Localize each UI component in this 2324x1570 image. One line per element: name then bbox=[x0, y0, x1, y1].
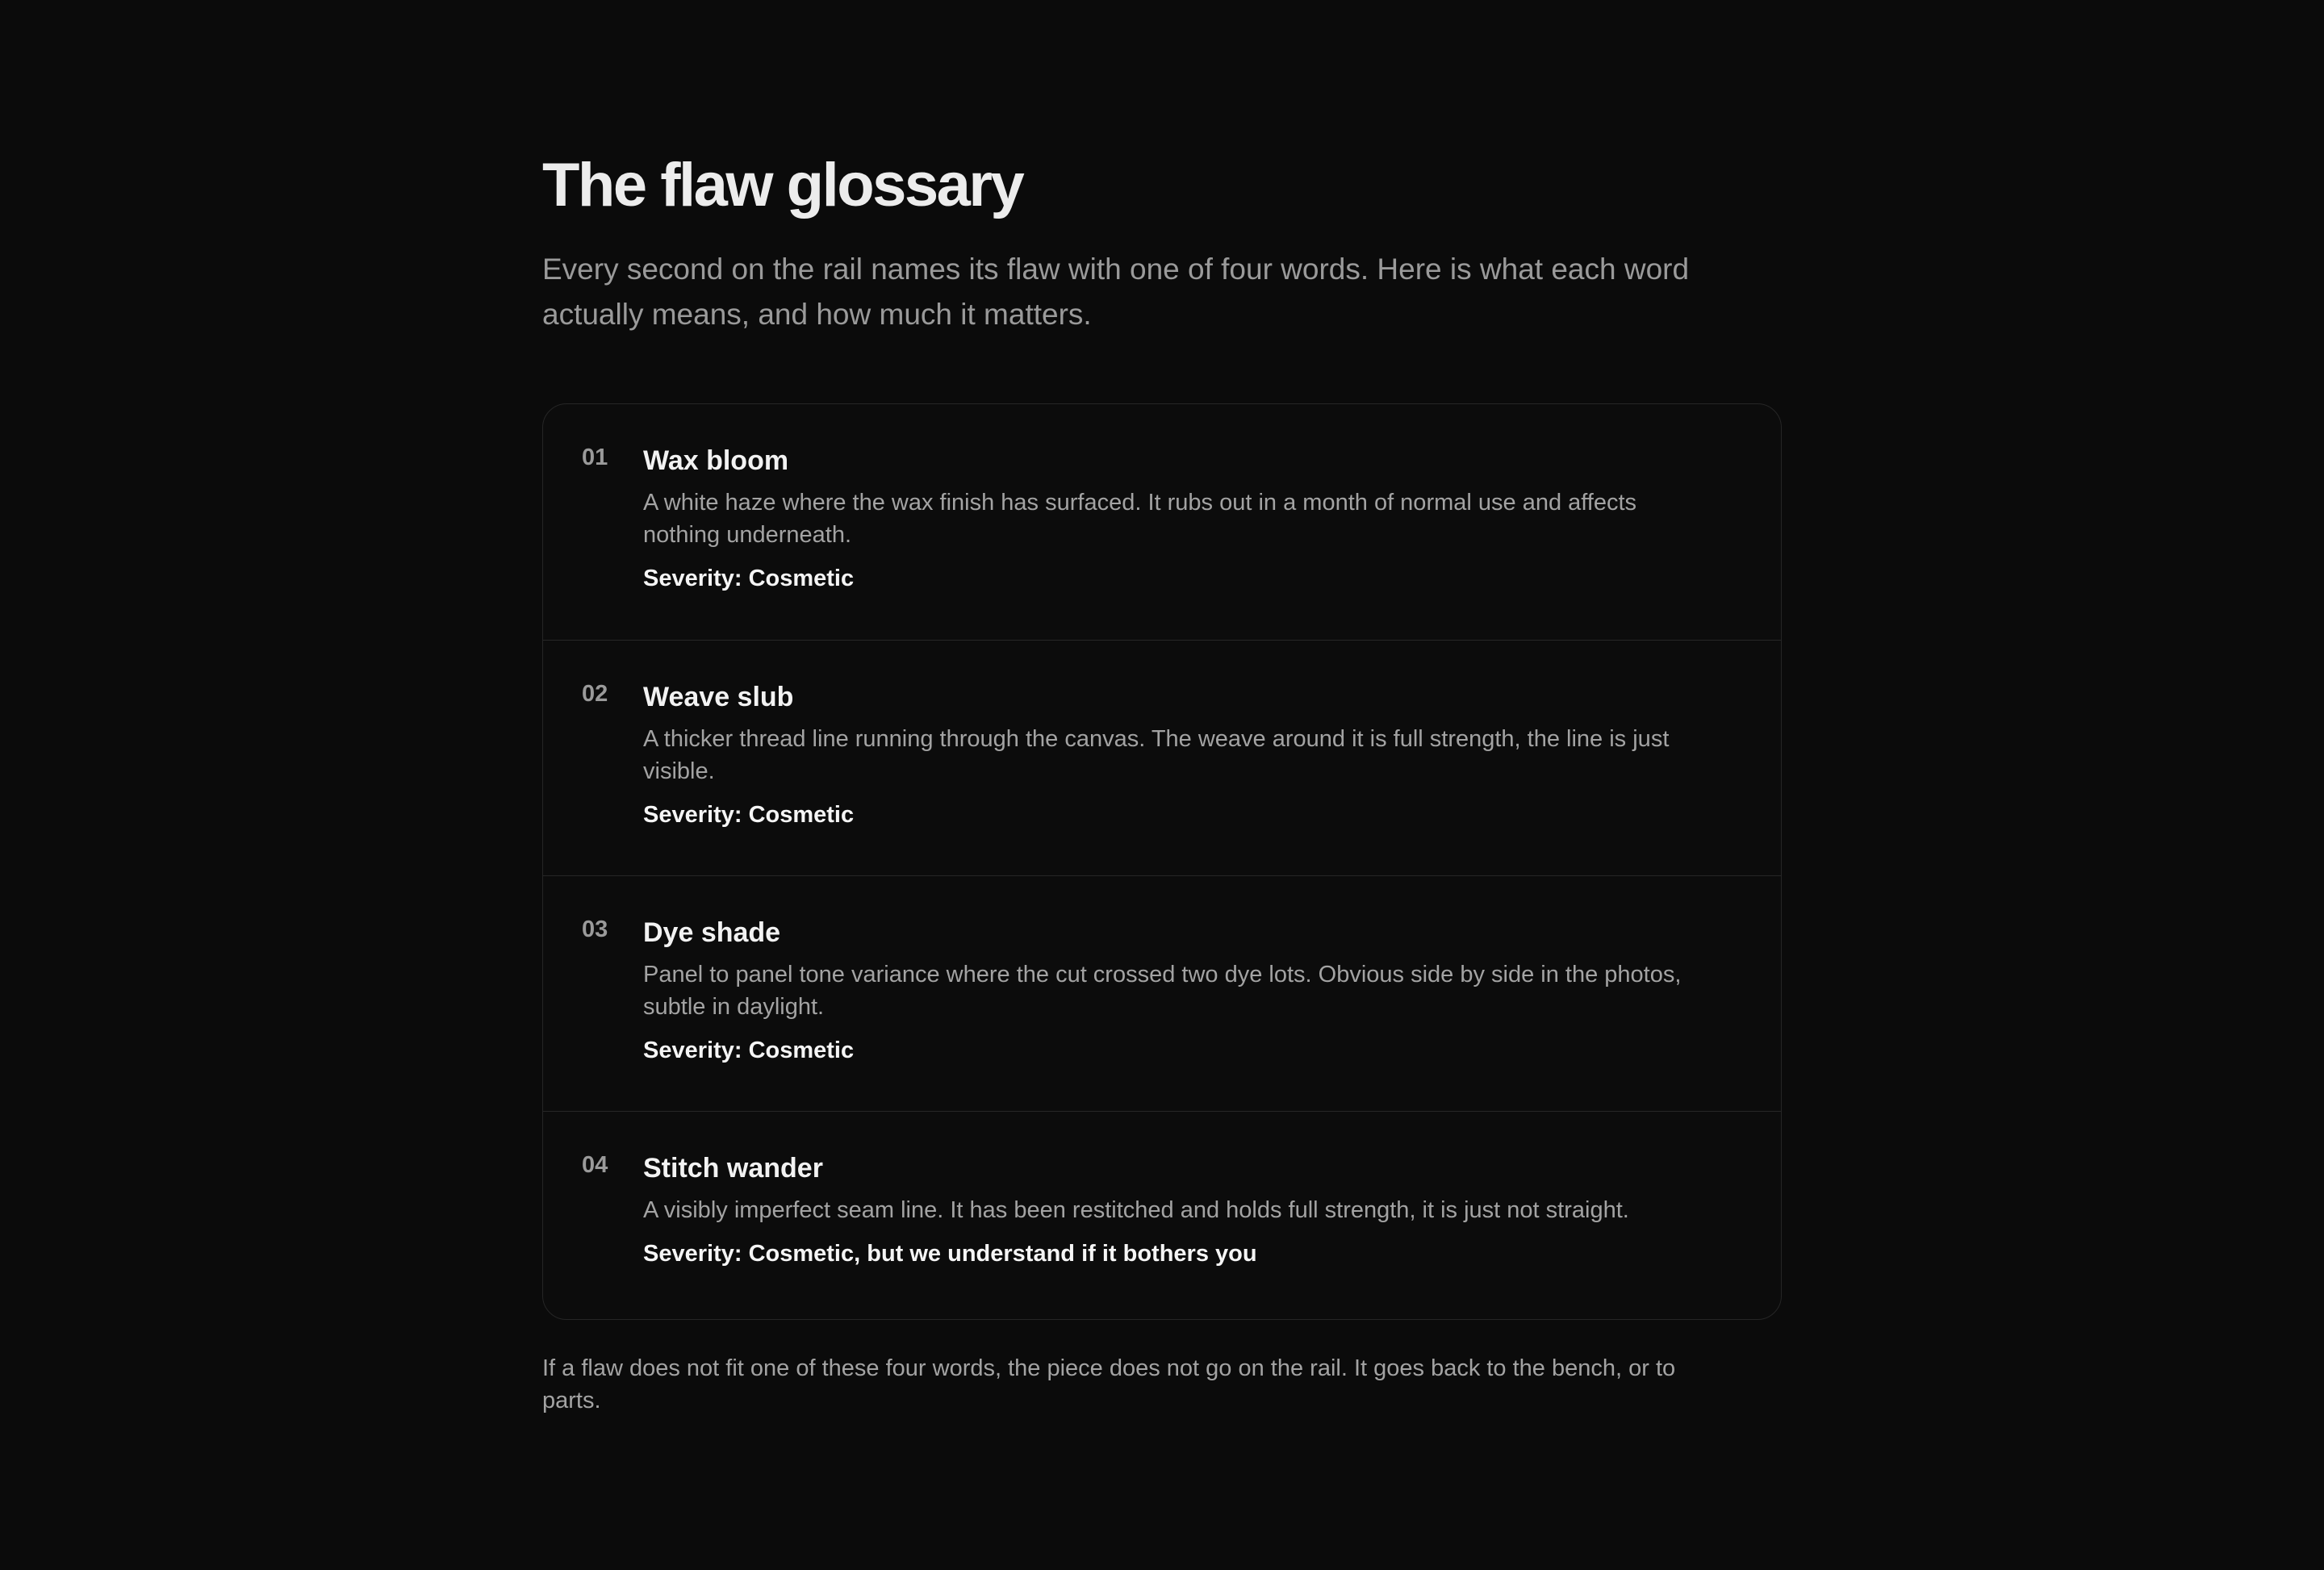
glossary-entry-wax-bloom bbox=[543, 404, 1781, 640]
entry-description: A white haze where the wax finish has surfaced. It rubs out in a month of normal use and affects nothing underneath. bbox=[643, 490, 1637, 548]
entry-description: A visibly imperfect seam line. It has been restitched and holds full strength, it is just not straight. bbox=[643, 1197, 1629, 1223]
glossary-entry-stitch-wander bbox=[543, 1111, 1781, 1319]
entry-name: Wax bloom bbox=[643, 445, 789, 476]
entry-body bbox=[643, 1150, 1716, 1270]
entry-body bbox=[643, 679, 1716, 831]
glossary-entry-weave-slub bbox=[543, 640, 1781, 875]
glossary-entry-dye-shade bbox=[543, 875, 1781, 1111]
flaw-glossary-page bbox=[542, 145, 1782, 1417]
entry-body bbox=[643, 915, 1716, 1067]
entry-number: 04 bbox=[582, 1152, 608, 1178]
page-title: The flaw glossary bbox=[542, 151, 1023, 219]
entry-body bbox=[643, 443, 1716, 595]
entry-number: 01 bbox=[582, 445, 608, 470]
footnote: If a flaw does not fit one of these four words, the piece does not go on the rail. It goes back to the bench, or to parts. bbox=[542, 1355, 1676, 1413]
entry-severity: Severity: Cosmetic bbox=[643, 1038, 855, 1063]
entry-name: Weave slub bbox=[643, 682, 794, 712]
entry-name: Stitch wander bbox=[643, 1153, 823, 1184]
glossary-card bbox=[542, 403, 1782, 1320]
entry-severity: Severity: Cosmetic bbox=[643, 802, 855, 828]
entry-number: 02 bbox=[582, 681, 608, 707]
entry-description: A thicker thread line running through the canvas. The weave around it is full strength, the line is just visible. bbox=[643, 726, 1670, 784]
entry-description: Panel to panel tone variance where the cut crossed two dye lots. Obvious side by side in the photos, subtle in daylight. bbox=[643, 962, 1682, 1020]
entry-severity: Severity: Cosmetic, but we understand if it bothers you bbox=[643, 1241, 1257, 1267]
page-intro: Every second on the rail names its flaw with one of four words. Here is what each word actually means, and how much it matters. bbox=[542, 253, 1690, 331]
entry-number: 03 bbox=[582, 917, 608, 942]
entry-severity: Severity: Cosmetic bbox=[643, 566, 855, 591]
entry-name: Dye shade bbox=[643, 917, 781, 948]
